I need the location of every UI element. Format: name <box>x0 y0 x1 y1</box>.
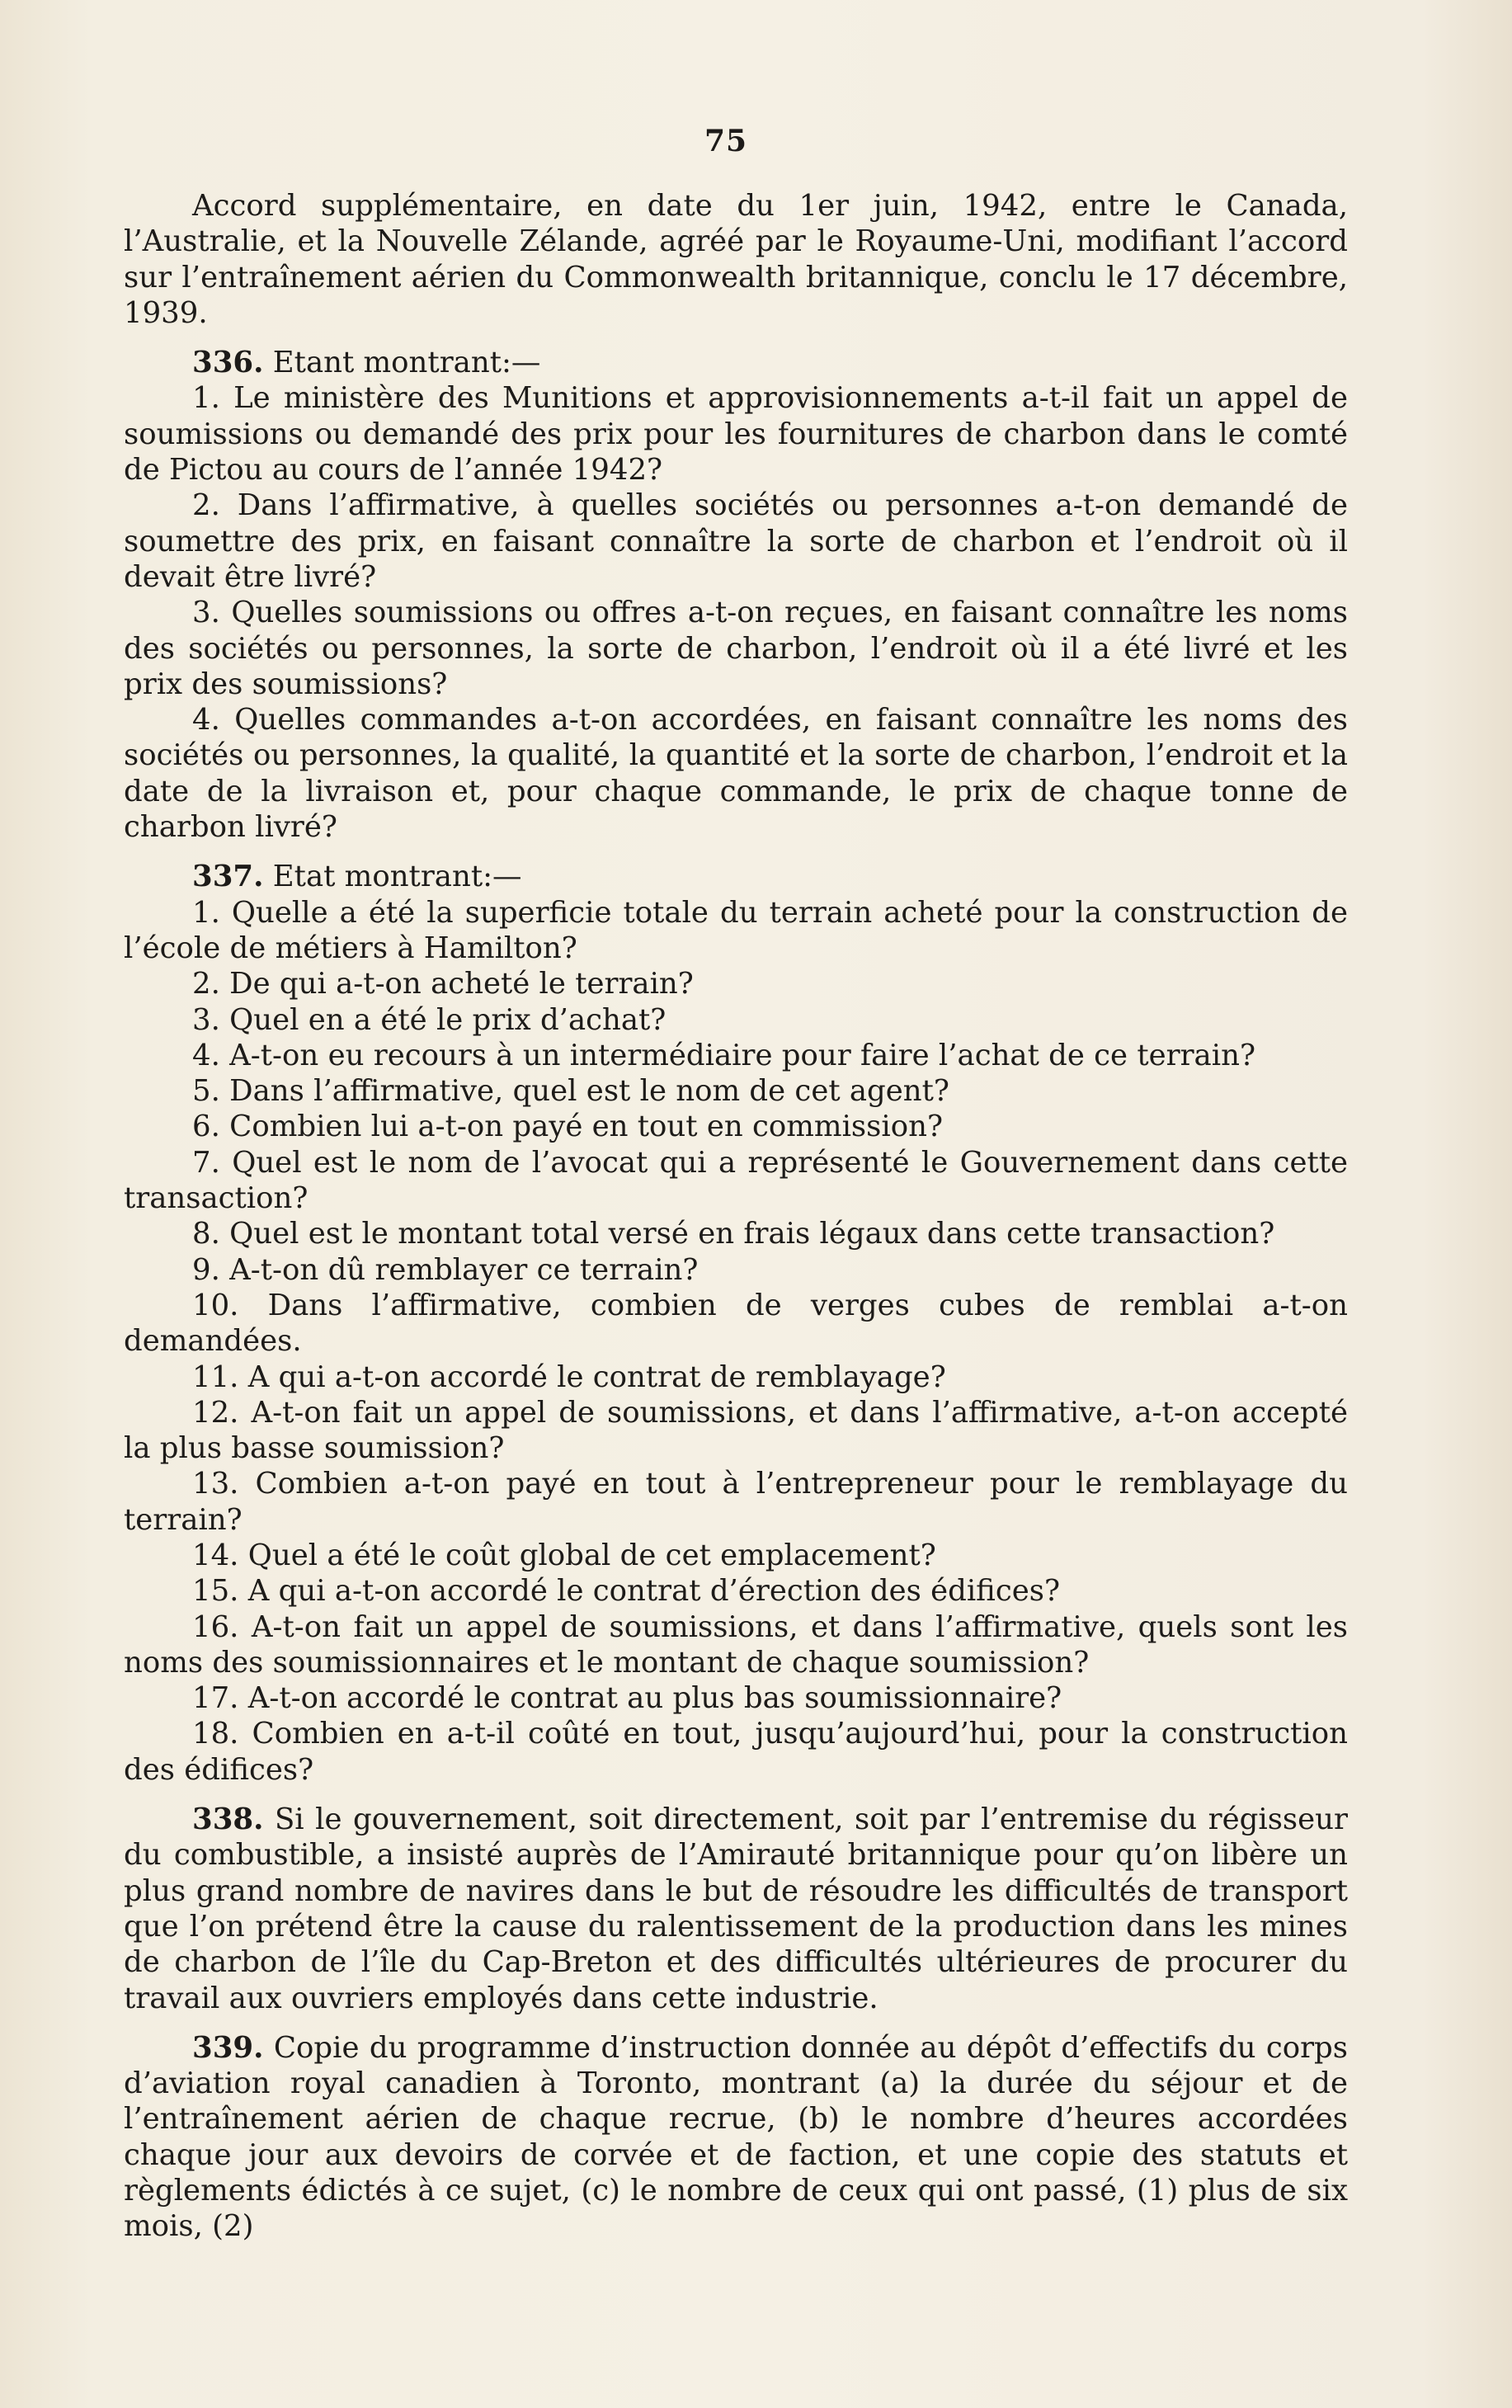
question-337-item: 7. Quel est le nom de l’avocat qui a représenté le Gouvernement dans cette transaction? <box>124 1145 1348 1216</box>
question-337-item: 17. A-t-on accordé le contrat au plus bas soumissionnaire? <box>192 1681 1062 1716</box>
page-number: 75 <box>704 124 748 158</box>
document-body <box>124 188 1348 2245</box>
question-text: Copie du programme d’instruction donnée au dépôt d’effectifs du corps d’aviation royal canadien à Toronto, montrant (a) la durée du séjour et de l’entraînement aérien de chaque recrue, (b) le nombre d’heures accordées chaque jour aux devoirs de corvée et de faction, et une copie des statuts et règlements édictés à ce sujet, (c) le nombre de ceux qui ont passé, (1) plus de six mois, (2) <box>124 2030 1348 2244</box>
question-337-item: 1. Quelle a été la superficie totale du terrain acheté pour la construction de l’école de métiers à Hamilton? <box>124 895 1348 965</box>
question-336-heading <box>124 345 1348 380</box>
question-number: 336. <box>192 346 264 380</box>
question-338-paragraph <box>124 1802 1348 2016</box>
intro-paragraph: Accord supplémentaire, en date du 1er juin, 1942, entre le Canada, l’Australie, et la Nouvelle Zélande, agréé par le Royaume-Uni, modifiant l’accord sur l’entraînement aérien du Commonwealth britannique, conclu le 17 décembre, 1939. <box>124 189 1348 330</box>
question-337-item: 15. A qui a-t-on accordé le contrat d’érection des édifices? <box>192 1574 1060 1609</box>
question-heading: Etat montrant:— <box>272 860 522 894</box>
question-number: 338. <box>192 1802 264 1837</box>
question-336-item: 2. Dans l’affirmative, à quelles sociétés ou personnes a-t-on demandé de soumettre des prix, en faisant connaître la sorte de charbon et l’endroit où il devait être livré? <box>124 488 1348 594</box>
question-heading: Etant montrant:— <box>272 346 541 380</box>
question-337-item: 10. Dans l’affirmative, combien de verges cubes de remblai a-t-on demandées. <box>124 1288 1348 1359</box>
question-text: Si le gouvernement, soit directement, soit par l’entremise du régisseur du combustible, a insisté auprès de l’Amirauté britannique pour qu’on libère un plus grand nombre de navires dans le but de résoudre les difficultés de transport que l’on prétend être la cause du ralentissement de la production dans les mines de charbon de l’île du Cap-Breton et des difficultés ultérieures de procurer du travail aux ouvriers employés dans cette industrie. <box>124 1802 1348 2015</box>
question-337-item: 11. A qui a-t-on accordé le contrat de remblayage? <box>192 1360 946 1394</box>
question-337-item: 13. Combien a-t-on payé en tout à l’entrepreneur pour le remblayage du terrain? <box>124 1467 1348 1537</box>
question-337-item: 8. Quel est le montant total versé en frais légaux dans cette transaction? <box>192 1217 1275 1251</box>
question-336-item: 1. Le ministère des Munitions et approvisionnements a-t-il fait un appel de soumissions ou demandé des prix pour les fournitures de charbon dans le comté de Pictou au cours de l’année 1942? <box>124 381 1348 488</box>
question-337-item: 16. A-t-on fait un appel de soumissions, et dans l’affirmative, quels sont les noms des soumissionnaires et le montant de chaque soumission? <box>124 1609 1348 1680</box>
question-number: 339. <box>192 2030 264 2065</box>
question-337-item: 3. Quel en a été le prix d’achat? <box>192 1002 667 1037</box>
question-337-item: 2. De qui a-t-on acheté le terrain? <box>192 967 694 1001</box>
question-number: 337. <box>192 860 264 894</box>
question-337-heading <box>124 859 1348 894</box>
question-337-item: 9. A-t-on dû remblayer ce terrain? <box>192 1252 699 1287</box>
question-337-item: 12. A-t-on fait un appel de soumissions, et dans l’affirmative, a-t-on accepté la plus basse soumission? <box>124 1395 1348 1466</box>
question-337-item: 5. Dans l’affirmative, quel est le nom de cet agent? <box>192 1074 949 1109</box>
question-336-item: 3. Quelles soumissions ou offres a-t-on reçues, en faisant connaître les noms des sociétés ou personnes, la sorte de charbon, l’endroit où il a été livré et les prix des soumissions? <box>124 596 1348 701</box>
question-337-item: 14. Quel a été le coût global de cet emplacement? <box>192 1538 936 1572</box>
question-337-item: 6. Combien lui a-t-on payé en tout en commission? <box>192 1110 943 1144</box>
question-336-item: 4. Quelles commandes a-t-on accordées, en faisant connaître les noms des sociétés ou personnes, la qualité, la quantité et la sorte de charbon, l’endroit et la date de la livraison et, pour chaque commande, le prix de chaque tonne de charbon livré? <box>124 703 1348 845</box>
question-337-item: 4. A-t-on eu recours à un intermédiaire pour faire l’achat de ce terrain? <box>192 1038 1255 1072</box>
question-339-paragraph <box>124 2030 1348 2245</box>
question-337-item: 18. Combien en a-t-il coûté en tout, jusqu’aujourd’hui, pour la construction des édifices? <box>124 1717 1348 1787</box>
